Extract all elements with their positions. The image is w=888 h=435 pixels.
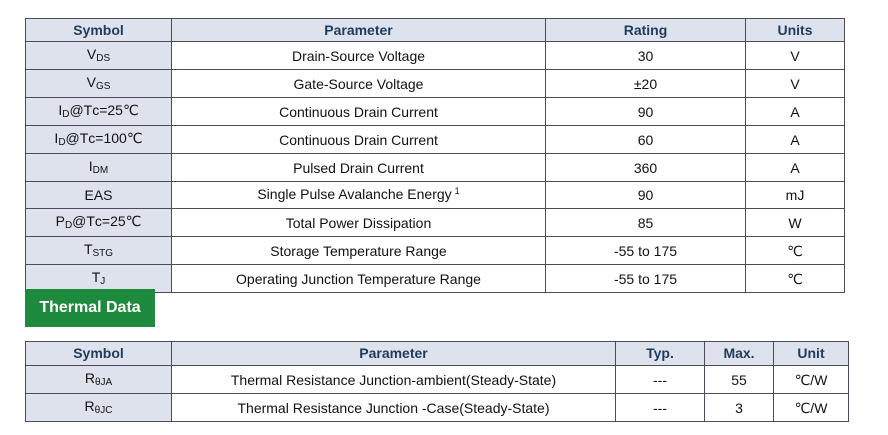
- typ-cell: ---: [616, 394, 705, 422]
- parameter-header: Parameter: [172, 341, 616, 366]
- table-row: [25, 154, 845, 182]
- parameter-cell: [172, 182, 546, 209]
- parameter-cell: [172, 42, 546, 70]
- parameter-text: Pulsed Drain Current: [293, 159, 424, 176]
- units-cell: A: [746, 126, 845, 154]
- units-cell: A: [746, 154, 845, 182]
- rating-cell: 360: [546, 154, 746, 182]
- table-row: [25, 366, 849, 394]
- symbol-subscript: D: [64, 220, 73, 231]
- symbol-subscript: D: [62, 109, 70, 120]
- symbol-cell: [25, 42, 172, 70]
- symbol-main: I: [58, 102, 63, 118]
- parameter-cell: [172, 70, 546, 98]
- rating-cell: 90: [546, 182, 746, 209]
- parameter-text: Operating Junction Temperature Range: [236, 270, 481, 287]
- parameter-header: Parameter: [172, 18, 546, 42]
- symbol-subscript: DM: [92, 165, 109, 176]
- footnote-marker: 1: [454, 186, 460, 196]
- parameter-cell: [172, 265, 546, 293]
- units-cell: ℃: [746, 237, 845, 265]
- parameter-text: Continuous Drain Current: [279, 103, 438, 120]
- parameter-text: Storage Temperature Range: [270, 242, 447, 259]
- symbol-main: R: [84, 370, 95, 386]
- symbol-main: V: [86, 74, 96, 90]
- rating-cell: 30: [546, 42, 746, 70]
- symbol-main: T: [83, 241, 93, 257]
- table-row: [25, 182, 845, 209]
- table-row: [25, 209, 845, 237]
- parameter-text: Continuous Drain Current: [279, 131, 438, 148]
- symbol-subscript: DS: [96, 53, 111, 64]
- symbol-subscript: STG: [92, 248, 114, 259]
- symbol-main: P: [55, 213, 65, 229]
- parameter-cell: [172, 126, 546, 154]
- parameter-text: Gate-Source Voltage: [293, 75, 424, 92]
- table-row: [25, 126, 845, 154]
- thermal-data-table: [25, 341, 849, 422]
- table-row: [25, 394, 849, 422]
- symbol-cell: [25, 394, 172, 422]
- parameter-cell: Thermal Resistance Junction -Case(Steady-State): [172, 394, 616, 422]
- symbol-cell: [25, 154, 172, 182]
- unit-header: Unit: [774, 341, 849, 366]
- symbol-subscript: D: [58, 137, 66, 148]
- rating-cell: 90: [546, 98, 746, 126]
- symbol-main: V: [86, 46, 97, 62]
- table-row: [25, 237, 845, 265]
- parameter-text: Total Power Dissipation: [285, 214, 432, 231]
- symbol-subscript: θJC: [94, 405, 113, 416]
- units-cell: A: [746, 98, 845, 126]
- symbol-header: Symbol: [25, 18, 172, 42]
- rating-cell: 85: [546, 209, 746, 237]
- unit-cell: ℃/W: [774, 366, 849, 394]
- symbol-condition: @Tᴄ=100℃: [65, 130, 143, 146]
- units-cell: V: [746, 70, 845, 98]
- symbol-main: T: [91, 269, 101, 285]
- symbol-subscript: θJA: [94, 377, 113, 388]
- symbol-cell: [25, 366, 172, 394]
- symbol-main: I: [88, 158, 93, 174]
- rating-cell: 60: [546, 126, 746, 154]
- symbol-condition: @Tᴄ=25℃: [72, 213, 142, 229]
- table-header-row: [25, 18, 845, 42]
- parameter-cell: Thermal Resistance Junction-ambient(Steady-State): [172, 366, 616, 394]
- symbol-main: I: [54, 130, 59, 146]
- symbol-cell: [25, 126, 172, 154]
- symbol-cell: [25, 182, 172, 209]
- max-cell: 3: [705, 394, 774, 422]
- parameter-cell: [172, 98, 546, 126]
- symbol-header: Symbol: [25, 341, 172, 366]
- thermal-data-heading: Thermal Data: [25, 289, 155, 327]
- table-header-row: [25, 341, 849, 366]
- typ-cell: ---: [616, 366, 705, 394]
- symbol-condition: @Tᴄ=25℃: [69, 102, 139, 118]
- symbol-cell: [25, 98, 172, 126]
- table-row: [25, 42, 845, 70]
- symbol-subscript: GS: [95, 81, 111, 92]
- symbol-cell: [25, 209, 172, 237]
- units-header: Units: [746, 18, 845, 42]
- parameter-text: Single Pulse Avalanche Energy: [257, 186, 452, 202]
- symbol-main: EAS: [84, 187, 113, 203]
- rating-cell: -55 to 175: [546, 237, 746, 265]
- absolute-max-ratings-table: [25, 18, 845, 293]
- parameter-cell: [172, 209, 546, 237]
- units-cell: W: [746, 209, 845, 237]
- max-cell: 55: [705, 366, 774, 394]
- parameter-cell: [172, 237, 546, 265]
- table-row: [25, 98, 845, 126]
- rating-cell: ±20: [546, 70, 746, 98]
- parameter-cell: [172, 154, 546, 182]
- symbol-main: R: [84, 398, 95, 414]
- units-cell: ℃: [746, 265, 845, 293]
- units-cell: V: [746, 42, 845, 70]
- table-row: [25, 70, 845, 98]
- symbol-cell: [25, 70, 172, 98]
- symbol-subscript: J: [100, 276, 106, 287]
- parameter-text: Drain-Source Voltage: [291, 47, 426, 64]
- units-cell: mJ: [746, 182, 845, 209]
- rating-header: Rating: [546, 18, 746, 42]
- typ-header: Typ.: [616, 341, 705, 366]
- rating-cell: -55 to 175: [546, 265, 746, 293]
- unit-cell: ℃/W: [774, 394, 849, 422]
- symbol-cell: [25, 237, 172, 265]
- max-header: Max.: [705, 341, 774, 366]
